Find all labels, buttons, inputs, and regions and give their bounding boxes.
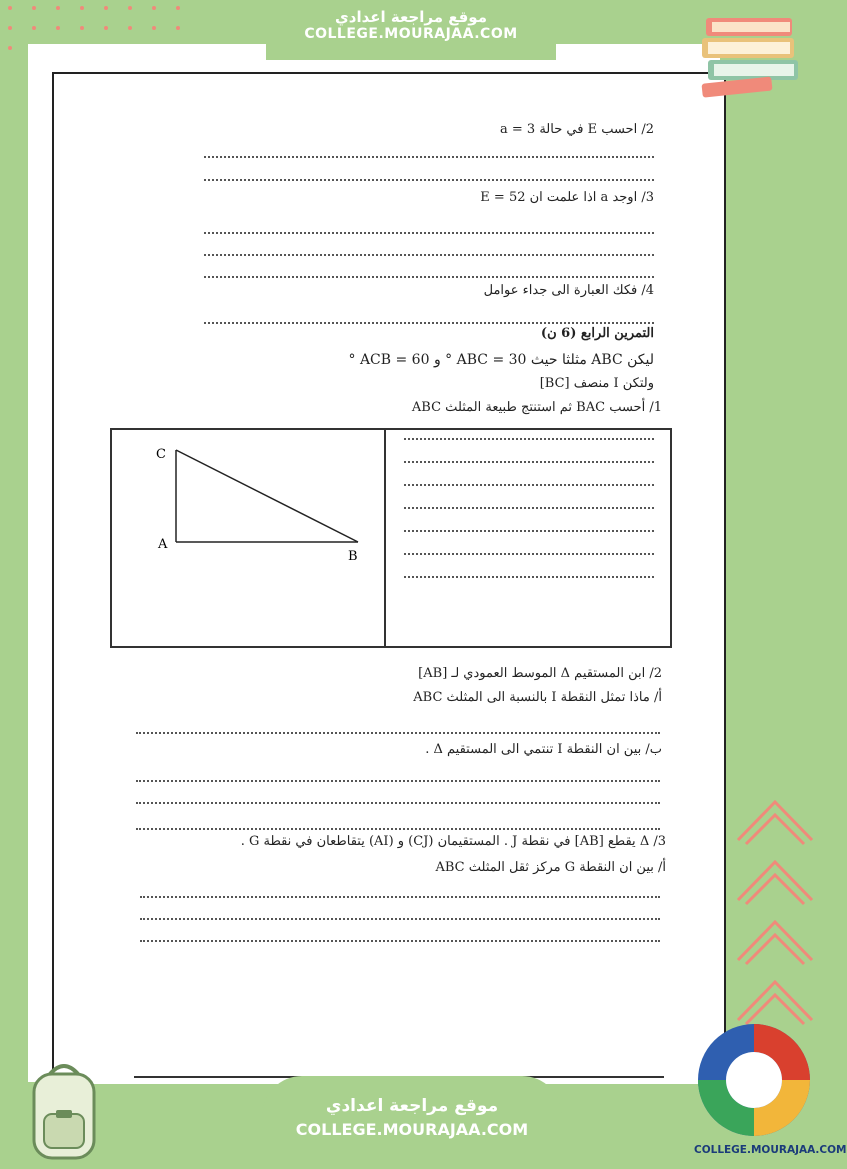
answer-line <box>204 322 654 324</box>
answer-line <box>140 940 660 942</box>
backpack-icon <box>14 1056 114 1166</box>
decorative-dot <box>56 6 60 10</box>
chevron-decoration-icon <box>730 790 820 1040</box>
ex4-question-3: 3/ Δ يقطع [AB] في نقطة J . المستقيمان (CJ) و (AI) يتقاطعان في نقطة G . <box>240 834 666 849</box>
answer-line <box>404 507 654 509</box>
ex3-question-4: 4/ فكك العبارة الى جداء عوامل <box>483 283 654 298</box>
site-logo[interactable] <box>694 1018 847 1168</box>
decorative-dot <box>104 26 108 30</box>
decorative-dot <box>32 26 36 30</box>
decorative-dot <box>104 6 108 10</box>
ex4-intro-1: ليكن ABC مثلثا حيث ABC = 30 ° و ACB = 60 ° <box>348 352 654 368</box>
logo-url-text: COLLEGE.MOURAJAA.COM <box>694 1144 847 1156</box>
answer-line <box>204 276 654 278</box>
decorative-dot <box>152 26 156 30</box>
site-footer-tab <box>262 1076 562 1169</box>
ex4-intro-2: ولتكن I منصف [BC] <box>539 376 654 391</box>
answer-line <box>404 530 654 532</box>
footer-site-url[interactable]: COLLEGE.MOURAJAA.COM <box>295 1120 529 1139</box>
answer-line <box>404 576 654 578</box>
answer-line <box>404 553 654 555</box>
decorative-dot <box>152 6 156 10</box>
decorative-dot <box>128 6 132 10</box>
decorative-dot <box>80 26 84 30</box>
answer-line <box>140 896 660 898</box>
answer-line <box>136 828 660 830</box>
answer-line <box>204 232 654 234</box>
vertex-c-label: C <box>156 447 166 462</box>
decorative-dot <box>8 46 12 50</box>
figure-divider <box>384 430 386 646</box>
answer-line <box>204 254 654 256</box>
answer-line <box>140 918 660 920</box>
site-url[interactable]: COLLEGE.MOURAJAA.COM <box>304 26 518 42</box>
answer-line <box>404 461 654 463</box>
answer-line <box>404 484 654 486</box>
logo-wheel-icon <box>694 1018 814 1142</box>
ex4-question-2: 2/ ابن المستقيم Δ الموسط العمودي لـ [AB] <box>418 666 662 681</box>
decorative-dot <box>80 6 84 10</box>
footer-site-name-arabic: موقع مراجعة اعدادي <box>325 1096 499 1116</box>
ex4-question-3a: أ/ بين ان النقطة G مركز ثقل المثلث ABC <box>435 860 666 875</box>
answer-line <box>136 732 660 734</box>
decorative-dot <box>8 26 12 30</box>
vertex-a-label: A <box>158 537 168 552</box>
ex4-title: التمرين الرابع (6 ن) <box>540 326 654 341</box>
triangle-figure <box>112 430 384 646</box>
ex4-question-2a: أ/ ماذا تمثل النقطة I بالنسبة الى المثلث ABC <box>413 690 662 705</box>
answer-line <box>136 780 660 782</box>
decorative-dot <box>32 6 36 10</box>
site-name-arabic: موقع مراجعة اعدادي <box>335 8 487 26</box>
ex3-question-3: 3/ اوجد a اذا علمت ان E = 52 <box>480 190 654 205</box>
answer-line <box>404 438 654 440</box>
site-header-tab <box>266 0 556 60</box>
decorative-dot <box>176 26 180 30</box>
ex4-question-1: 1/ أحسب BAC ثم استنتج طبيعة المثلث ABC <box>411 400 662 415</box>
ex3-question-2: 2/ احسب E في حالة a = 3 <box>500 122 654 137</box>
books-icon <box>698 12 808 100</box>
decorative-dot <box>8 6 12 10</box>
figure-box <box>110 428 672 648</box>
scanned-exam-page <box>52 72 726 1084</box>
decorative-dot <box>128 26 132 30</box>
decorative-dot <box>56 26 60 30</box>
vertex-b-label: B <box>348 549 358 564</box>
answer-line <box>204 179 654 181</box>
answer-line <box>136 802 660 804</box>
decorative-dot <box>176 6 180 10</box>
ex4-question-2b: ب/ بين ان النقطة I تنتمي الى المستقيم Δ . <box>425 742 662 757</box>
answer-line <box>204 156 654 158</box>
